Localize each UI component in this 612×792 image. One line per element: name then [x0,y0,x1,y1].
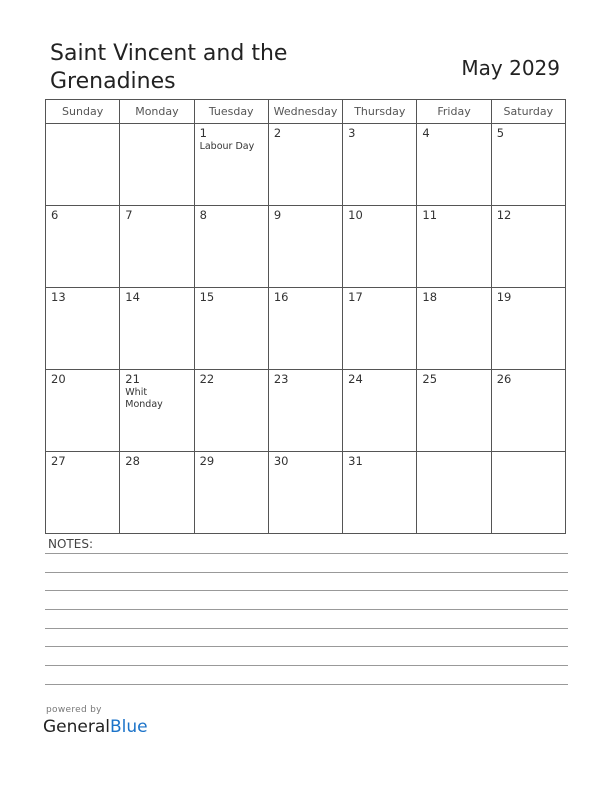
weekday-thursday: Thursday [343,100,417,124]
day-cell [120,206,194,288]
day-number: 30 [273,454,289,468]
day-number: 6 [51,208,59,222]
day-cell [268,124,342,206]
day-cell [491,452,565,534]
note-line [45,665,568,666]
day-cell [343,452,417,534]
day-number: 31 [348,454,363,468]
day-number: 8 [199,208,207,222]
day-number: 27 [51,454,66,468]
weekday-sunday: Sunday [46,100,120,124]
week-row [46,124,566,206]
calendar-month-label: May 2029 [461,56,560,80]
day-number: 10 [348,208,363,222]
day-number: 5 [496,126,505,140]
week-row [46,206,566,288]
day-number: 24 [348,372,363,386]
weekday-header-row [46,100,566,124]
note-line [45,590,568,591]
day-cell [120,452,194,534]
week-row [46,370,566,452]
day-number: 12 [496,208,512,222]
day-cell [268,370,342,452]
day-cell [46,452,120,534]
holiday-label: Labour Day [199,141,255,152]
day-number: 22 [199,372,215,386]
note-line [45,684,568,685]
day-cell [491,124,565,206]
day-number: 18 [422,290,438,304]
day-number: 9 [273,208,282,222]
weekday-saturday: Saturday [491,100,565,124]
day-cell [417,206,491,288]
day-cell [120,288,194,370]
weekday-friday: Friday [417,100,491,124]
day-number: 13 [51,290,66,304]
brand-general-text: General [43,717,110,737]
day-number: 1 [199,126,207,140]
week-row [46,452,566,534]
day-cell [268,288,342,370]
week-row [46,288,566,370]
day-cell [268,452,342,534]
day-number: 29 [199,454,215,468]
day-cell [343,206,417,288]
day-cell [491,370,565,452]
day-cell [417,370,491,452]
day-cell [417,288,491,370]
weekday-wednesday: Wednesday [268,100,342,124]
day-number: 3 [348,126,356,140]
day-cell [343,370,417,452]
day-number: 14 [125,290,140,304]
day-number: 16 [273,290,289,304]
day-cell [343,124,417,206]
day-cell [46,288,120,370]
day-cell [46,124,120,206]
day-cell [491,288,565,370]
day-cell [194,452,268,534]
weekday-tuesday: Tuesday [194,100,268,124]
day-number: 11 [422,208,438,222]
day-number: 23 [273,372,289,386]
day-number: 19 [496,290,512,304]
day-cell [343,288,417,370]
day-number: 21 [125,372,140,386]
day-number: 17 [348,290,363,304]
day-cell [46,370,120,452]
weekday-monday: Monday [120,100,194,124]
day-number: 26 [496,372,512,386]
day-cell [417,452,491,534]
day-cell [46,206,120,288]
day-cell [491,206,565,288]
day-cell [194,124,268,206]
powered-by-text: powered by [46,705,102,715]
calendar-country-title: Saint Vincent and the Grenadines [50,41,288,94]
day-number: 7 [125,208,133,222]
day-cell [194,288,268,370]
day-cell [194,370,268,452]
note-line [45,609,568,610]
holiday-label: Whit Monday [125,387,163,410]
day-cell [268,206,342,288]
brand-blue-text: Blue [110,717,148,737]
day-number: 15 [199,290,215,304]
day-number: 2 [273,126,282,140]
generalblue-logo [43,717,148,737]
day-cell [194,206,268,288]
note-line [45,646,568,647]
note-line [45,628,568,629]
day-cell [120,370,194,452]
notes-label: NOTES: [48,537,93,551]
note-line [45,553,568,554]
day-cell [120,124,194,206]
note-line [45,572,568,573]
day-number: 20 [51,372,66,386]
day-cell [417,124,491,206]
calendar-grid [45,99,566,534]
day-number: 4 [422,126,430,140]
day-number: 25 [422,372,438,386]
day-number: 28 [125,454,140,468]
